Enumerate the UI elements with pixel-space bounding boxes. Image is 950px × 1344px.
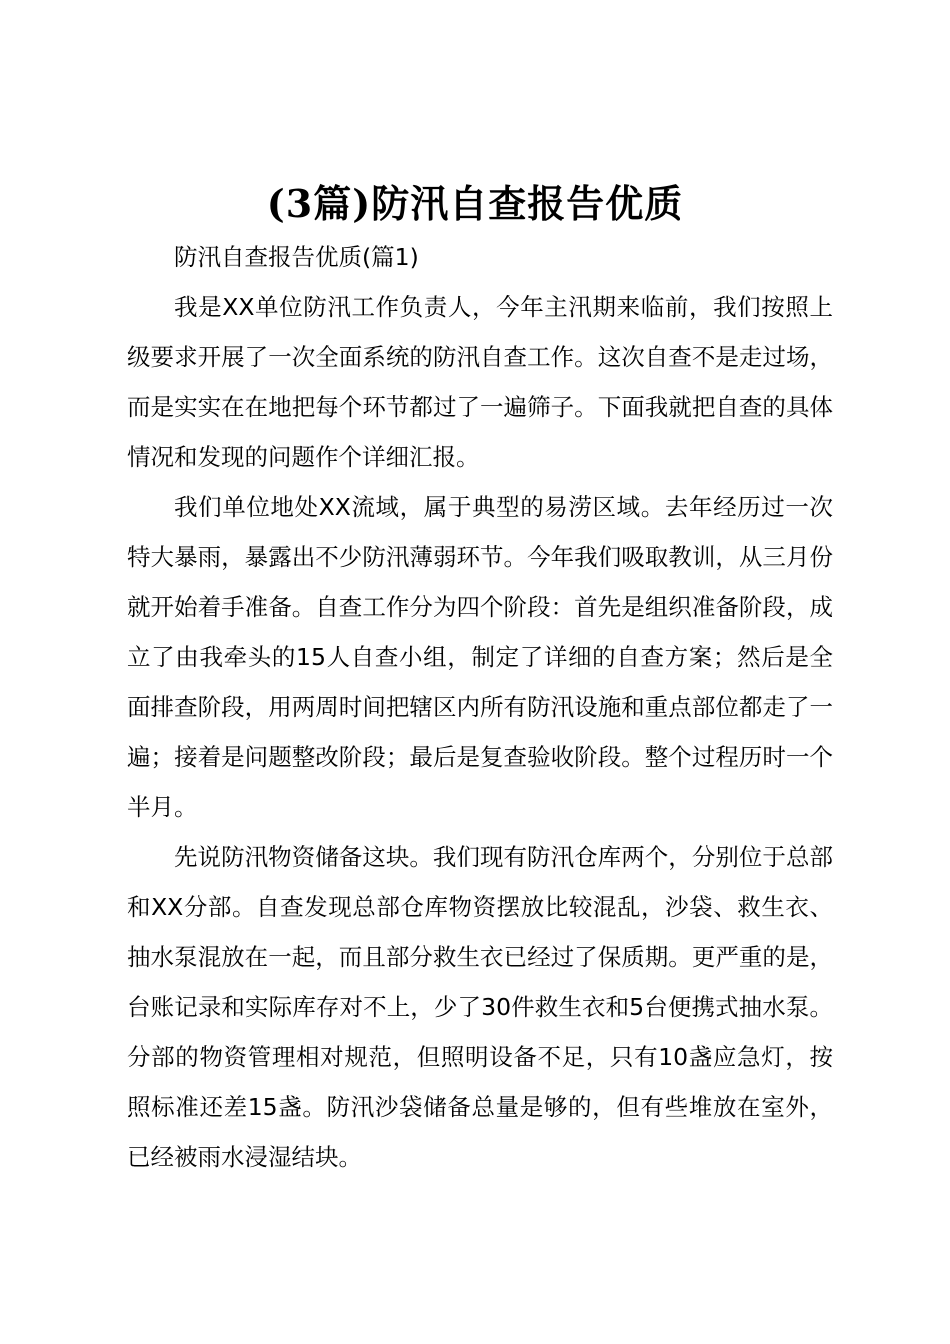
body-paragraph-2: 我们单位地处XX流域，属于典型的易涝区域。去年经历过一次特大暴雨，暴露出不少防汛薄弱环节。今年我们吸取教训，从三月份就开始着手准备。自查工作分为四个阶段：首先是组织准备阶段，成立了由我牵头的15人自查小组，制定了详细的自查方案；然后是全面排查阶段，用两周时间把辖区内所有防汛设施和重点部位都走了一遍；接着是问题整改阶段；最后是复查验收阶段。整个过程历时一个半月。 xyxy=(127,493,833,821)
document-title: (3篇)防汛自查报告优质 xyxy=(266,181,684,226)
section-heading: 防汛自查报告优质(篇1) xyxy=(174,243,419,271)
body-paragraph-3: 先说防汛物资储备这块。我们现有防汛仓库两个，分别位于总部和XX分部。自查发现总部仓库物资摆放比较混乱，沙袋、救生衣、抽水泵混放在一起，而且部分救生衣已经过了保质期。更严重的是，台账记录和实际库存对不上，少了30件救生衣和5台便携式抽水泵。分部的物资管理相对规范，但照明设备不足，只有10盏应急灯，按照标准还差15盏。防汛沙袋储备总量是够的，但有些堆放在室外，已经被雨水浸湿结块。 xyxy=(127,843,833,1171)
body-paragraph-1: 我是XX单位防汛工作负责人，今年主汛期来临前，我们按照上级要求开展了一次全面系统的防汛自查工作。这次自查不是走过场，而是实实在在地把每个环节都过了一遍筛子。下面我就把自查的具体情况和发现的问题作个详细汇报。 xyxy=(127,293,833,471)
document-body xyxy=(127,232,833,1182)
